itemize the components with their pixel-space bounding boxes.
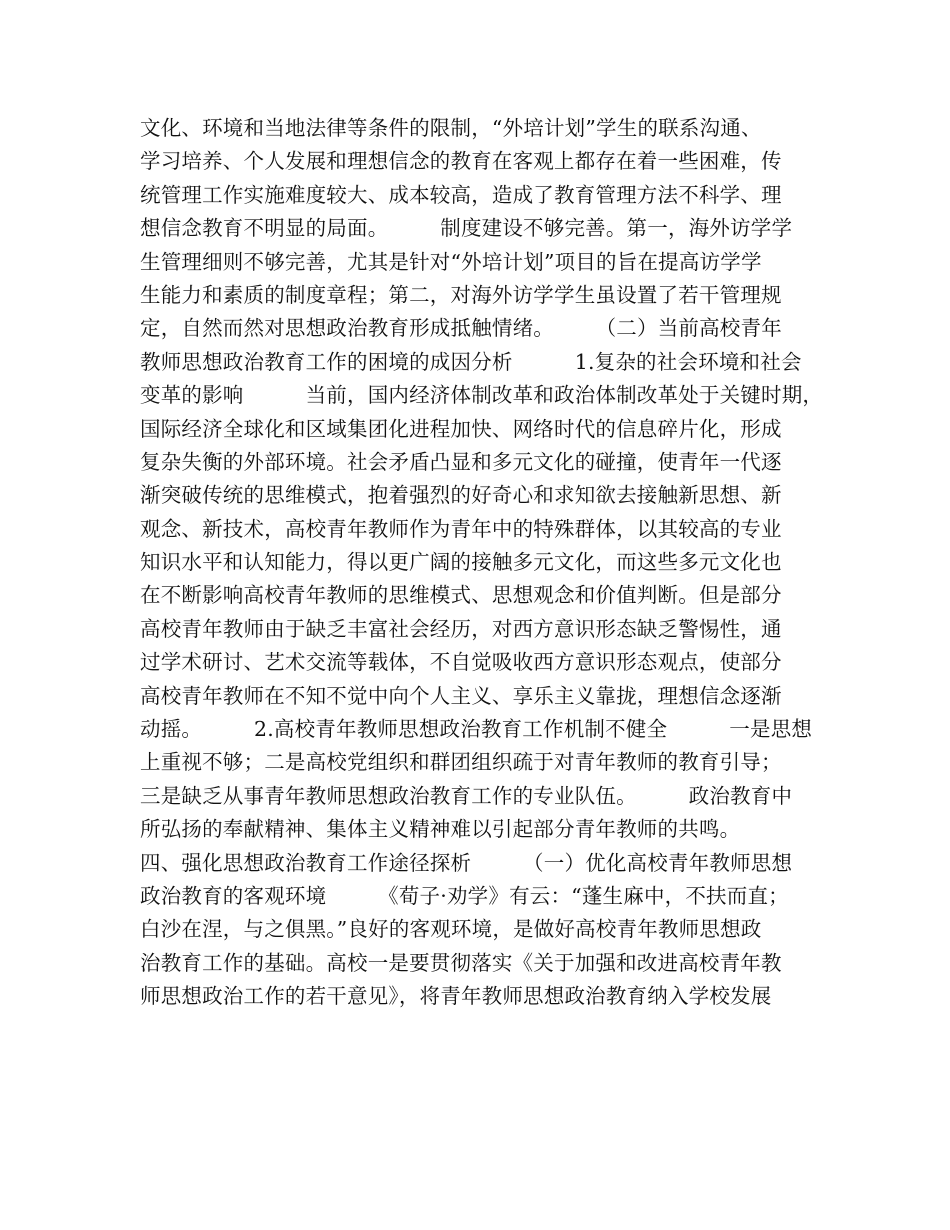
text-line: 白沙在涅，与之俱黑。”良好的客观环境，是做好高校青年教师思想政: [140, 917, 762, 942]
text-line: 高校青年教师在不知不觉中向个人主义、享乐主义靠拢，理想信念逐渐: [140, 683, 782, 708]
text-line: 统管理工作实施难度较大、成本较高，造成了教育管理方法不科学、理: [140, 182, 782, 207]
text-line: 生能力和素质的制度章程；第二，对海外访学学生虽设置了若干管理规: [140, 282, 782, 307]
text-line: 变革的影响 当前，国内经济体制改革和政治体制改革处于关键时期，: [140, 383, 824, 408]
text-line: 高校青年教师由于缺乏丰富社会经历，对西方意识形态缺乏警惕性，通: [140, 616, 782, 641]
text-line: 生管理细则不够完善，尤其是针对“外培计划”项目的旨在提高访学学: [140, 249, 762, 274]
text-line: 国际经济全球化和区域集团化进程加快、网络时代的信息碎片化，形成: [140, 416, 782, 441]
text-line: 渐突破传统的思维模式，抱着强烈的好奇心和求知欲去接触新思想、新: [140, 483, 782, 508]
text-line: 观念、新技术，高校青年教师作为青年中的特殊群体，以其较高的专业: [140, 516, 782, 541]
text-line: 四、强化思想政治教育工作途径探析 （一）优化高校青年教师思想: [140, 850, 793, 875]
text-line: 学习培养、个人发展和理想信念的教育在客观上都存在着一些困难，传: [140, 149, 782, 174]
text-line: 文化、环境和当地法律等条件的限制，“外培计划”学生的联系沟通、: [140, 116, 762, 140]
text-line: 动摇。 2.高校青年教师思想政治教育工作机制不健全 一是思想: [140, 717, 813, 742]
text-line: 知识水平和认知能力，得以更广阔的接触多元文化，而这些多元文化也: [140, 550, 782, 575]
text-line: 政治教育的客观环境 《荀子·劝学》有云：“蓬生麻中，不扶而直；: [140, 883, 789, 908]
text-line: 想信念教育不明显的局面。 制度建设不够完善。第一，海外访学学: [140, 216, 793, 241]
text-line: 在不断影响高校青年教师的思维模式、思想观念和价值判断。但是部分: [140, 583, 782, 608]
text-line: 所弘扬的奉献精神、集体主义精神难以引起部分青年教师的共鸣。: [140, 817, 741, 842]
text-line: 过学术研讨、艺术交流等载体，不自觉吸收西方意识形态观点，使部分: [140, 650, 782, 675]
text-line: 复杂失衡的外部环境。社会矛盾凸显和多元文化的碰撞，使青年一代逐: [140, 449, 782, 474]
text-line: 三是缺乏从事青年教师思想政治教育工作的专业队伍。 政治教育中: [140, 783, 793, 808]
text-line: 上重视不够；二是高校党组织和群团组织疏于对青年教师的教育引导；: [140, 750, 782, 775]
text-line: 定，自然而然对思想政治教育形成抵触情绪。 （二）当前高校青年: [140, 316, 782, 341]
text-line: 治教育工作的基础。高校一是要贯彻落实《关于加强和改进高校青年教: [140, 950, 782, 975]
text-line: 师思想政治工作的若干意见》，将青年教师思想政治教育纳入学校发展: [140, 984, 772, 1009]
text-line: 教师思想政治教育工作的困境的成因分析 1.复杂的社会环境和社会: [140, 349, 802, 374]
body-text: [140, 112, 824, 1014]
